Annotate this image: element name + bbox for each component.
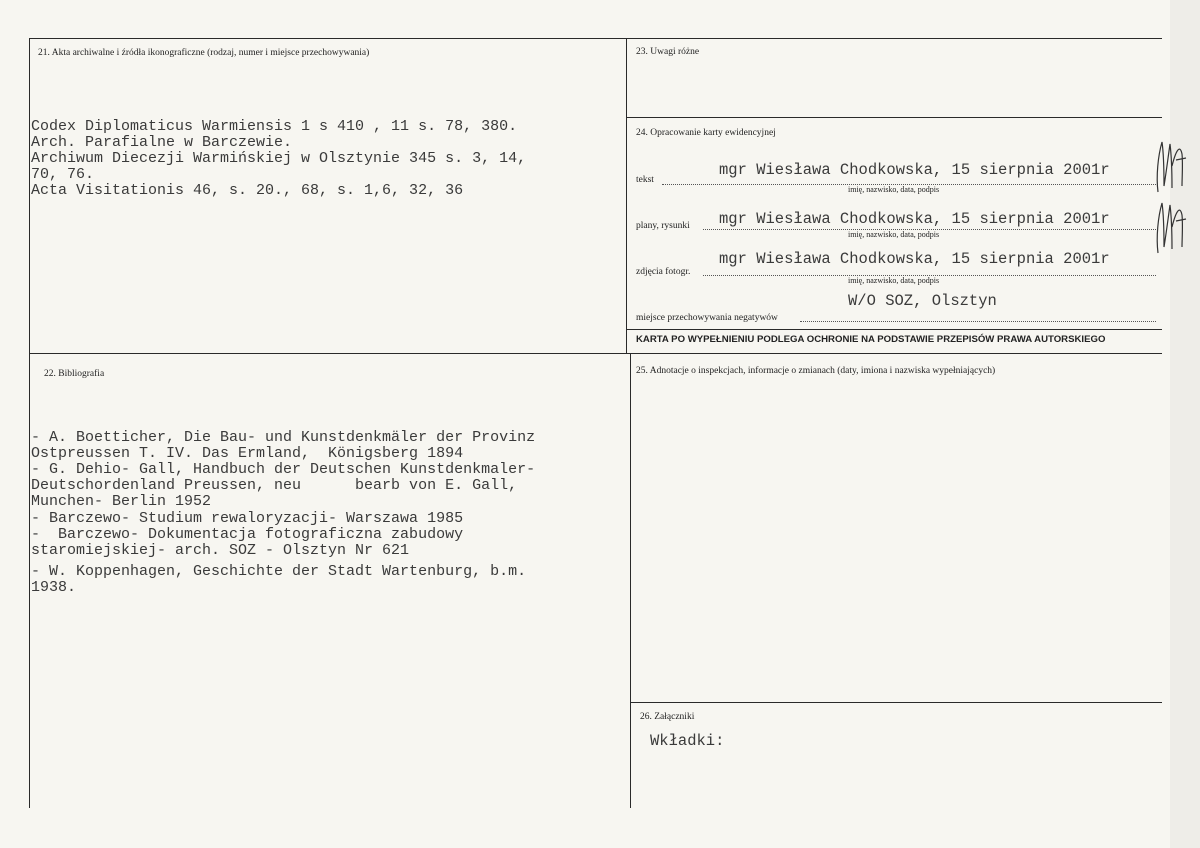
section-22-label: 22. Bibliografia (44, 369, 105, 379)
negatives-value: W/O SOZ, Olsztyn (848, 292, 997, 310)
section-24-label: 24. Opracowanie karty ewidencyjnej (636, 128, 776, 138)
bibliography-line: 1938. (31, 579, 77, 596)
bibliography-line: Munchen- Berlin 1952 (31, 493, 212, 510)
plany-label: plany, rysunki (636, 221, 690, 231)
zdjecia-value: mgr Wiesława Chodkowska, 15 sierpnia 2001r (719, 250, 1110, 268)
left-border-lower (29, 353, 30, 808)
top-rule (30, 38, 1162, 39)
zdjecia-label: zdjęcia fotogr. (636, 267, 691, 277)
bibliography-line: Ostpreussen T. IV. Das Ermland, Königsberg 1894 (31, 445, 464, 462)
bibliography-line: staromiejskiej- arch. SOZ - Olsztyn Nr 621 (31, 542, 410, 559)
rule-notice (626, 329, 1162, 330)
tekst-label: tekst (636, 175, 654, 185)
rule-25-26 (630, 702, 1162, 703)
section-21-label: 21. Akta archiwalne i źródła ikonograficzne (rodzaj, numer i miejsce przechowywania) (38, 48, 370, 58)
section-23-label: 23. Uwagi różne (636, 47, 700, 57)
tekst-sublabel: imię, nazwisko, data, podpis (848, 185, 940, 194)
copyright-notice: KARTA PO WYPEŁNIENIU PODLEGA OCHRONIE NA PODSTAWIE PRZEPISÓW PRAWA AUTORSKIEGO (636, 334, 1106, 345)
paper-edge (1170, 0, 1200, 848)
section-21-line: Archiwum Diecezji Warmińskiej w Olsztynie 345 s. 3, 14, (31, 150, 527, 167)
bibliography-line: - W. Koppenhagen, Geschichte der Stadt Wartenburg, b.m. (31, 563, 527, 580)
zdjecia-sublabel: imię, nazwisko, data, podpis (848, 276, 940, 285)
center-divider (626, 38, 627, 354)
section-21-line: Acta Visitationis 46, s. 20., 68, s. 1,6, 32, 36 (31, 182, 464, 199)
bibliography-line: - Barczewo- Studium rewaloryzacji- Warszawa 1985 (31, 510, 464, 527)
section-26-label: 26. Załączniki (640, 712, 695, 722)
middle-rule (30, 353, 1162, 354)
left-border (29, 38, 30, 354)
center-divider-lower (630, 353, 631, 808)
rule-23-24 (626, 117, 1162, 118)
bibliography-line: Deutschordenland Preussen, neu bearb von E. Gall, (31, 477, 518, 494)
section-21-line: Codex Diplomaticus Warmiensis 1 s 410 , 11 s. 78, 380. (31, 118, 518, 135)
bibliography-line: - Barczewo- Dokumentacja fotograficzna zabudowy (31, 526, 464, 543)
section-25-label: 25. Adnotacje o inspekcjach, informacje o zmianach (daty, imiona i nazwiska wypełniających) (636, 366, 996, 376)
signature-tekst (1152, 136, 1190, 198)
section-21-line: Arch. Parafialne w Barczewie. (31, 134, 293, 151)
negatives-dotted-line (800, 321, 1156, 322)
bibliography-line: - A. Boetticher, Die Bau- und Kunstdenkmäler der Provinz (31, 429, 536, 446)
bibliography-line: - G. Dehio- Gall, Handbuch der Deutschen Kunstdenkmaler- (31, 461, 536, 478)
plany-sublabel: imię, nazwisko, data, podpis (848, 230, 940, 239)
section-21-line: 70, 76. (31, 166, 95, 183)
tekst-value: mgr Wiesława Chodkowska, 15 sierpnia 2001r (719, 161, 1110, 179)
negatives-label: miejsce przechowywania negatywów (636, 313, 778, 323)
attachments-value: Wkładki: (650, 732, 725, 750)
plany-value: mgr Wiesława Chodkowska, 15 sierpnia 2001r (719, 210, 1110, 228)
signature-plany (1152, 197, 1190, 259)
